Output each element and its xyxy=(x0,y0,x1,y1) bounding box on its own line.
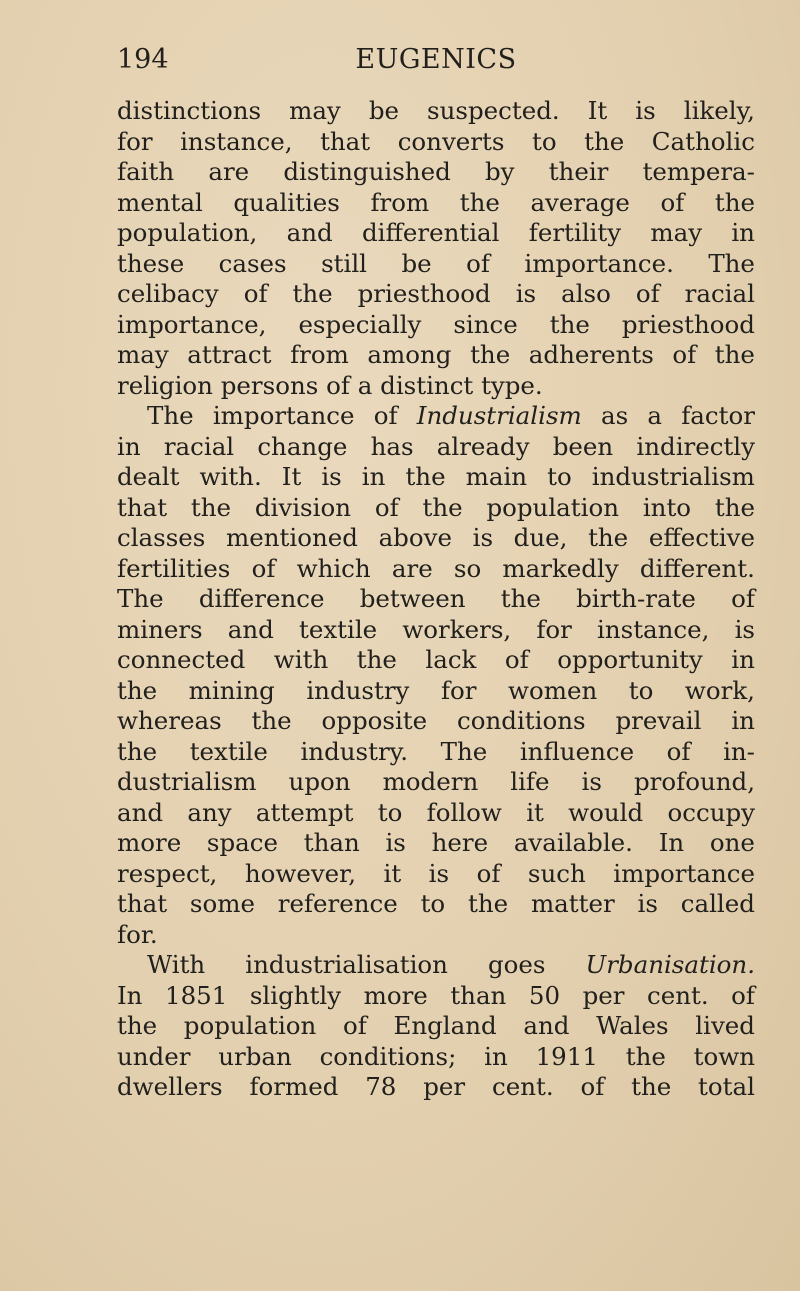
word: be xyxy=(368,96,399,125)
word: The xyxy=(117,584,164,613)
word: the xyxy=(117,736,158,766)
word: 1851 xyxy=(164,980,228,1010)
running-head: EUGENICS xyxy=(355,44,517,75)
word: textile xyxy=(299,614,378,644)
word: conditions xyxy=(457,706,586,735)
word: is xyxy=(321,462,342,491)
word: With xyxy=(147,950,206,979)
word: the xyxy=(549,309,590,339)
word: is xyxy=(635,96,656,125)
text-line xyxy=(117,828,755,859)
text-line xyxy=(117,676,755,707)
word: in- xyxy=(723,736,755,766)
word: cent. xyxy=(491,1072,554,1101)
word-space xyxy=(213,371,221,402)
word: for xyxy=(440,675,477,705)
word: difference xyxy=(198,584,325,613)
word: racial xyxy=(163,431,235,461)
word: and xyxy=(227,614,274,644)
word: mentioned xyxy=(226,523,358,552)
word: than xyxy=(450,980,507,1010)
word: modern xyxy=(382,767,479,796)
word: of xyxy=(635,279,660,308)
word: Wales xyxy=(596,1011,669,1040)
word: of xyxy=(243,279,268,308)
word: fertility xyxy=(528,218,622,247)
word: such xyxy=(527,858,586,888)
word: is xyxy=(515,279,537,308)
word: may xyxy=(117,340,169,369)
word: workers, xyxy=(402,614,512,644)
word: available. xyxy=(513,828,633,857)
word: conditions; xyxy=(319,1041,457,1071)
word: population xyxy=(183,1011,317,1040)
word: celibacy xyxy=(117,279,219,308)
word: importance. xyxy=(524,248,674,278)
word: more xyxy=(363,980,428,1010)
word: in xyxy=(361,462,386,491)
text-line xyxy=(117,1072,755,1103)
word-space xyxy=(318,371,326,402)
word: division xyxy=(254,492,351,522)
word: for. xyxy=(117,919,158,949)
word: The xyxy=(440,736,488,766)
word: lived xyxy=(695,1011,755,1040)
word: since xyxy=(453,309,518,339)
word: dealt xyxy=(117,462,180,491)
word: is xyxy=(734,614,755,644)
text-line xyxy=(117,279,755,310)
word: goes xyxy=(488,950,546,979)
word: a xyxy=(647,401,662,430)
word: also xyxy=(561,279,611,308)
word: here xyxy=(431,828,489,857)
text-line xyxy=(117,371,755,402)
word: total xyxy=(698,1072,755,1101)
word: distinctions xyxy=(117,96,262,125)
word: In xyxy=(658,828,685,857)
word: is xyxy=(428,858,450,888)
word: 50 xyxy=(528,980,561,1010)
word: of xyxy=(374,492,399,522)
word: England xyxy=(393,1011,497,1040)
word: attempt xyxy=(255,797,354,827)
word: from xyxy=(370,187,430,217)
word: the xyxy=(190,492,232,522)
word: that xyxy=(117,889,168,918)
word: of xyxy=(580,1072,605,1101)
word: the xyxy=(292,279,333,308)
word: It xyxy=(281,462,302,491)
word: and xyxy=(523,1011,570,1040)
word: different. xyxy=(639,553,755,583)
word: lack xyxy=(425,645,477,674)
text-line xyxy=(117,615,755,646)
text-line xyxy=(117,340,755,371)
word: importance, xyxy=(117,309,267,339)
word: 1911 xyxy=(535,1041,598,1071)
word: priesthood xyxy=(621,309,755,339)
text-line xyxy=(117,188,755,219)
word: suspected. xyxy=(427,96,560,125)
word: the xyxy=(117,1011,158,1040)
word: been xyxy=(552,431,614,461)
word: in xyxy=(117,431,141,461)
word: urban xyxy=(218,1041,292,1071)
word: average xyxy=(530,187,630,217)
word: than xyxy=(303,828,360,857)
word: to xyxy=(531,126,557,156)
word: Catholic xyxy=(651,126,755,156)
word: that xyxy=(320,126,371,156)
word: cent. xyxy=(646,980,709,1010)
word: attract xyxy=(187,340,272,369)
word: of xyxy=(476,858,501,888)
word: the xyxy=(584,126,625,156)
word: called xyxy=(680,889,755,918)
word: persons xyxy=(220,370,319,400)
body-text xyxy=(117,96,755,1103)
word: work, xyxy=(684,675,755,705)
text-line xyxy=(117,401,755,432)
word: has xyxy=(370,431,414,461)
word: to xyxy=(628,675,654,705)
word: In xyxy=(117,980,143,1010)
text-line xyxy=(117,737,755,768)
word: so xyxy=(453,553,482,583)
word: to xyxy=(377,797,403,827)
word: It xyxy=(587,96,608,125)
text-line xyxy=(117,920,755,951)
word: may xyxy=(650,218,703,247)
word: is xyxy=(581,767,602,796)
word: matter xyxy=(530,889,615,918)
text-line xyxy=(117,310,755,341)
word: town xyxy=(693,1041,755,1071)
word: a xyxy=(357,370,373,400)
word: for xyxy=(536,614,572,644)
word: Industrialism xyxy=(416,401,582,430)
word: main xyxy=(465,462,528,491)
word: the xyxy=(625,1041,666,1071)
word: population xyxy=(486,492,619,522)
word: industrialism xyxy=(591,462,755,491)
word: from xyxy=(290,340,349,369)
word: distinct xyxy=(380,370,474,400)
word: the xyxy=(117,675,158,705)
word: 78 xyxy=(365,1072,397,1101)
word: of xyxy=(504,645,529,674)
word: and xyxy=(117,797,164,827)
word: type. xyxy=(481,370,543,400)
word: to xyxy=(420,889,446,918)
word: priesthood xyxy=(357,279,491,308)
word: of xyxy=(666,736,691,766)
word: are xyxy=(208,157,250,186)
word: importance xyxy=(212,401,355,430)
word: religion xyxy=(117,370,213,400)
word: to xyxy=(547,462,572,491)
text-line xyxy=(117,493,755,524)
word: prevail xyxy=(615,706,702,735)
word: industrialisation xyxy=(245,950,448,979)
word: The xyxy=(708,248,755,278)
word: occupy xyxy=(667,797,755,827)
word: into xyxy=(642,492,692,522)
text-line xyxy=(117,767,755,798)
text-line xyxy=(117,645,755,676)
word: the xyxy=(405,462,446,491)
word: mental xyxy=(117,187,203,217)
page-number: 194 xyxy=(117,44,169,75)
word: and xyxy=(286,218,333,247)
word: fertilities xyxy=(117,553,231,583)
word: dwellers xyxy=(117,1072,223,1101)
word: instance, xyxy=(180,126,293,156)
text-line xyxy=(117,1042,755,1073)
word: whereas xyxy=(117,706,222,735)
word: of xyxy=(660,187,685,217)
word: by xyxy=(484,157,515,186)
text-line xyxy=(117,981,755,1012)
word: the xyxy=(631,1072,672,1101)
word: faith xyxy=(117,157,175,186)
word: is xyxy=(385,828,406,857)
word: as xyxy=(600,401,629,430)
word: of xyxy=(672,340,697,369)
word: some xyxy=(189,889,255,918)
word: reference xyxy=(277,889,398,918)
word: miners xyxy=(117,614,203,644)
word: one xyxy=(709,828,755,857)
word: adherents xyxy=(528,340,654,369)
word: industry xyxy=(306,675,410,705)
word: birth-rate xyxy=(576,584,696,613)
word: distinguished xyxy=(283,157,451,186)
page-header xyxy=(117,40,755,80)
text-line xyxy=(117,859,755,890)
word: respect, xyxy=(117,858,218,888)
word: more xyxy=(117,828,182,857)
word: population, xyxy=(117,218,258,247)
word: is xyxy=(637,889,658,918)
word: with. xyxy=(199,462,262,491)
word-space xyxy=(372,371,380,402)
word: in xyxy=(731,706,755,735)
word: the xyxy=(356,645,397,674)
word: influence xyxy=(519,736,635,766)
word: the xyxy=(588,523,629,552)
word: in xyxy=(484,1041,508,1071)
word: the xyxy=(422,492,463,522)
word: connected xyxy=(117,645,246,674)
word: racial xyxy=(684,279,755,308)
word: qualities xyxy=(233,187,340,217)
text-line xyxy=(117,706,755,737)
word: mining xyxy=(188,675,275,705)
word: The xyxy=(147,401,194,430)
word: formed xyxy=(249,1072,339,1101)
word: of xyxy=(251,553,276,583)
word: the xyxy=(251,706,292,735)
text-line xyxy=(117,950,755,981)
word: likely, xyxy=(683,96,755,125)
word: differential xyxy=(361,218,500,247)
text-line xyxy=(117,798,755,829)
text-line xyxy=(117,432,755,463)
word: the xyxy=(459,187,500,217)
text-line xyxy=(117,554,755,585)
word: are xyxy=(391,553,433,583)
word: be xyxy=(401,248,432,278)
word: in xyxy=(731,218,755,247)
text-line xyxy=(117,96,755,127)
word: may xyxy=(289,96,341,125)
text-line xyxy=(117,523,755,554)
word: however, xyxy=(244,858,356,888)
word: of xyxy=(373,401,398,430)
word: which xyxy=(296,553,371,583)
word: for xyxy=(117,126,153,156)
word: profound, xyxy=(634,767,755,796)
word: change xyxy=(257,431,348,461)
word: any xyxy=(187,797,232,827)
word: of xyxy=(466,248,490,278)
word: life xyxy=(510,767,550,796)
word: industry. xyxy=(300,736,409,766)
word: space xyxy=(206,828,279,857)
word: opportunity xyxy=(557,645,703,674)
word: Urbanisation. xyxy=(585,950,755,979)
word: already xyxy=(436,431,530,461)
word: slightly xyxy=(249,980,342,1010)
text-line xyxy=(117,889,755,920)
text-line xyxy=(117,584,755,615)
word: their xyxy=(548,157,609,186)
word: it xyxy=(383,858,402,888)
word: classes xyxy=(117,523,206,552)
word-space xyxy=(473,371,481,402)
word: indirectly xyxy=(636,431,755,461)
word: tempera- xyxy=(642,157,755,186)
word: instance, xyxy=(597,614,710,644)
word: above xyxy=(378,523,452,552)
word: among xyxy=(367,340,452,369)
word: effective xyxy=(648,523,755,552)
word: in xyxy=(731,645,755,674)
word: the xyxy=(468,889,509,918)
word: the xyxy=(470,340,511,369)
word: per xyxy=(423,1072,466,1101)
word: converts xyxy=(397,126,505,156)
word: of xyxy=(731,980,755,1010)
word: textile xyxy=(189,736,268,766)
word-space xyxy=(350,371,358,402)
word: follow xyxy=(426,797,502,827)
text-line xyxy=(117,462,755,493)
text-line xyxy=(117,249,755,280)
word: of xyxy=(342,1011,367,1040)
word: the xyxy=(714,492,755,522)
word: importance xyxy=(613,858,755,888)
word: under xyxy=(117,1041,191,1071)
word: factor xyxy=(681,401,755,430)
word: markedly xyxy=(502,553,619,583)
word: it xyxy=(526,797,544,827)
text-line xyxy=(117,1011,755,1042)
word: still xyxy=(321,248,368,278)
word: of xyxy=(326,370,350,400)
word: opposite xyxy=(321,706,428,735)
word: upon xyxy=(288,767,351,796)
word: is xyxy=(472,523,494,552)
word: between xyxy=(359,584,466,613)
word: with xyxy=(273,645,329,674)
text-line xyxy=(117,127,755,158)
word: women xyxy=(508,675,598,705)
word: the xyxy=(500,584,541,613)
word: these xyxy=(117,248,185,278)
word: of xyxy=(731,584,755,613)
word: the xyxy=(714,187,755,217)
word: the xyxy=(714,340,755,369)
word: that xyxy=(117,492,168,522)
word: especially xyxy=(298,309,422,339)
word: cases xyxy=(218,248,287,278)
word: dustrialism xyxy=(117,767,257,796)
text-line xyxy=(117,157,755,188)
word: due, xyxy=(513,523,568,552)
word: per xyxy=(582,980,625,1010)
word: would xyxy=(568,797,644,827)
text-line xyxy=(117,218,755,249)
